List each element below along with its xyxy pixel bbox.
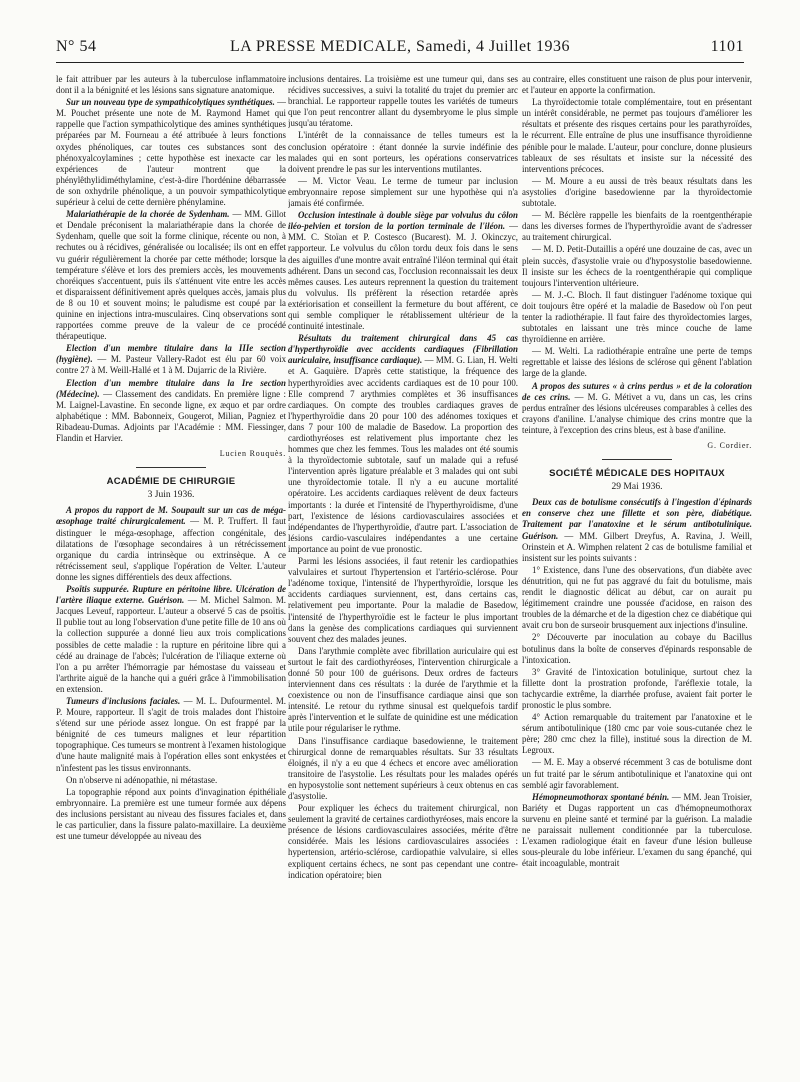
article-entry (56, 97, 286, 208)
article-entry (288, 333, 518, 555)
article-entry (522, 497, 752, 564)
signature: G. Cordier. (707, 441, 752, 450)
page-number: 1101 (710, 38, 744, 55)
article-text: — MM. G. Lian, H. Welti et A. Gaquière. D'après cette statistique, la fréquence des hyperthyroïdies avec accidents cardiaques est de 10 pour 100. Elle comprend 7 arythmies complètes et 36 insuffisances cardiaques. On compte des troubles cardiaques graves de l'hyperthyroïdie dans 20 pour 100 des adénomes toxiques et dans 7 pour 100 de maladie de Basedow. La proportion des cardiothyréoses est relativement plus importante chez les hommes que chez les femmes. Tous les malades ont été soumis à la thyroïdectomie subtotale, sauf un malade qui a refusé l'intervention après ligature préalable et 3 malades qui ont subi une thyroïdectomie totale. Il n'y a eu aucune mortalité opératoire. Les accidents cardiaques relèvent de deux facteurs importants : la durée et l'intensité de l'hyperthyroïdisme, d'une part, l'existence de lésions cardiovasculaires associées et indépendantes de l'hyperthyroïdie, d'autre part. L'association de lésions cardio-vasculaires indépendantes a une certaine importance au point de vue pronostic. (288, 355, 518, 554)
article-title: Deux cas de botulisme consécutifs à l'ingestion d'épinards en conserve chez une fillette et son père, diabétique. Traitement par l'anatoxine et le sérum antibotulinique. Guérison. (522, 497, 752, 541)
article-title: Election d'un membre titulaire dans la IIIe section (hygiène). (56, 343, 286, 365)
article-text: — MM. Jean Troisier, Bariéty et Dugas rapportent un cas d'hémopneumothorax survenu en pleine santé et terminé par la guérison. La maladie ne paraissait nullement conditionnée par la tuberculose. L'examen radiologique était en faveur d'une lésion bulleuse sous-pleurale du lobe inférieur. L'examen du sang épanché, qui était incoagulable, montrait (522, 791, 752, 869)
article-text: — Classement des candidats. En première ligne : M. Laignel-Lavastine. En seconde ligne, ex æquo et par ordre alphabétique : MM. Babonneix, Gougerot, Milian, Pagniez et Ribadeau-Dumas. Adjoints par l'Académie : MM. Fiessinger, Flandin et Harvier. (56, 388, 286, 443)
article-title: Psoïtis suppurée. Rupture en péritoine libre. Ulcération de l'artère iliaque externe. Guérison. (56, 584, 286, 606)
paragraph: Pour expliquer les échecs du traitement chirurgical, non seulement la gravité de certaines cardiothyréoses, mais encore la présence de lésions cardiovasculaires associées, mérite d'être considérée. Mais les lésions cardiovasculaires associées : hypertension, artério-sclérose, cardiopathie valvulaire, si elles expliquent certains échecs, ne sont pas cependant une contre-indication opératoire; bien (288, 803, 518, 880)
paragraph: Parmi les lésions associées, il faut retenir les cardiopathies valvulaires et surtout l'hypertension et l'artério-sclérose. Pour l'adénome toxique, l'intensité de l'hyperthyroïdie, lorsque les accidents cardiaques surviennent, est, dans certains cas, relativement peu importante. Pour la maladie de Basedow, l'intensité de l'hyperthyroïdie est le facteur le plus important dans la genèse des complications cardiaques qui surviennent souvent chez des malades jeunes. (288, 556, 518, 644)
article-title: Occlusion intestinale à double siège par volvulus du côlon iléo-pelvien et torsion de la portion terminale de l'iléon. (288, 210, 518, 232)
article-title: Hémopneumothorax spontané bénin. (532, 791, 670, 802)
article-text: — MM. Gilbert Dreyfus, A. Ravina, J. Weill, Orinstein et A. Wimphen relatent 2 cas de botulisme familial et insistent sur les points suivants : (522, 530, 752, 563)
article-title: Malariathérapie de la chorée de Sydenham. (66, 209, 230, 220)
section-divider (602, 459, 672, 460)
paragraph: 3° Gravité de l'intoxication botulinique, surtout chez la fillette dont la prostration profonde, l'aréflexie totale, la tachycardie extrême, la diarrhée profuse, avaient fait porter le pronostic le plus sombre. (522, 666, 752, 710)
article-text: — M. Pasteur Vallery-Radot est élu par 60 voix contre 27 à M. Weill-Hallé et 1 à M. Dujarric de la Rivière. (56, 354, 286, 376)
column-left (56, 74, 286, 1069)
paragraph: La topographie répond aux points d'invagination épithéliale embryonnaire. La première est une tumeur formée aux dépens des inclusions persistant au niveau des fissures faciales et, dans le cas particulier, dans la fissure palato-maxillaire. La deuxième est une tumeur développée au niveau des (56, 786, 286, 842)
article-title: Sur un nouveau type de sympathicolytiques synthétiques. (66, 97, 275, 108)
column-right (522, 74, 752, 1069)
signature: Lucien Rouquès. (219, 449, 286, 459)
running-header (56, 36, 744, 63)
article-text: — M. Pouchet présente une note de M. Raymond Hamet qui rappelle que l'action sympathicolytique des amines synthétiques préparées par M. Fourneau a été attribuée à leurs fonctions oxydes phénoliques, car toutes ces substances sont des phénoxyalcoylamines ; cette hypothèse est inexacte car les expériences de l'auteur montrent que la phénylêthylidiméthylamine, c'est-à-dire l'hordénine débarrassée de son oxhydrile phénolique, a un pouvoir sympathicolytique supérieur à celui de cette dernière phénylamine. (56, 97, 286, 208)
article-text: — M. G. Métivet a vu, dans un cas, les crins perdus entraîner des lésions ulcéreuses comparables à celles des crayons d'aniline. L'analyse chimique des crins montre que la teinture, à l'exception des crins bleus, est à base d'aniline. (522, 391, 752, 435)
article-text: — M. Michel Salmon. M. Jacques Leveuf, rapporteur. L'auteur a observé 5 cas de psoïtis. Il publie tout au long l'observation d'une petite fille de 10 ans où la collection suppurée a donné lieu aux trois complications possibles de cette maladie : la rupture en péritoine libre qui a cédé au drainage de l'abcès; l'ulcération de l'iliaque externe où l'on a pu arrêter l'hémorragie par hémostase du vaisseau et l'arthrite aiguë de la hanche qui a guéri grâce à l'immobilisation en extension. (56, 595, 286, 694)
article-title: A propos des sutures « à crins perdus » et de la coloration de ces crins. (522, 380, 752, 402)
paragraph: 1° Existence, dans l'une des observations, d'un diabète avec dénutrition, qui ne fut pas aggravé du fait du botulisme, mais rendit le diagnostic délicat au début, car on aurait pu légitimement craindre une poussée d'acidose, en raison des troubles de la démarche et de la digestion chez ce diabétique qui avait cru bon de surseoir brusquement aux injections d'insuline. (522, 564, 752, 631)
section-heading: ACADÉMIE DE CHIRURGIE (106, 476, 236, 488)
article-entry (56, 378, 286, 445)
paragraph: Dans l'arythmie complète avec fibrillation auriculaire qui est surtout le fait des cardiothyréoses, l'intervention chirurgicale a donné 50 pour 100 de guérisons. Deux ordres de facteurs interviennent dans ces résultats : la durée de l'arythmie et la coexistence ou non de l'insuffisance cardiaque ainsi que son intensité. Le retour du rythme sinusal est quelquefois tardif après l'intervention et le sulfate de quinidine est une médication utile pour régulariser le rythme. (288, 645, 518, 734)
paragraph: au contraire, elles constituent une raison de plus pour intervenir, et l'auteur en apporte la confirmation. (522, 74, 752, 96)
article-entry (56, 584, 286, 695)
article-entry (56, 343, 286, 376)
paragraph: — M. D. Petit-Dutaillis a opéré une douzaine de cas, avec un plein succès, d'asystolie vraie ou d'hyposystolie basedowienne. Il insiste sur les échecs de la roentgenthérapie qui complique toujours l'intervention ultérieure. (522, 244, 752, 288)
paragraph: 4° Action remarquable du traitement par l'anatoxine et le sérum antibotulinique (180 cmc par voie sous-cutanée chez le père; 280 cmc chez la fille), institué sous la direction de M. Legroux. (522, 712, 752, 756)
section-date: 3 Juin 1936. (147, 490, 195, 501)
paragraph: La thyroïdectomie totale complémentaire, tout en présentant un intérêt considérable, ne permet pas toujours d'améliorer les résultats et présente des risques certains pour les parathyroïdes, le récurrent. Elle entraîne de plus une insuffisance thyroïdienne pénible pour le malade. L'auteur, pour conclure, donne plusieurs tableaux de ses résultats et insiste sur la nécessité des interventions précoces. (522, 97, 752, 174)
article-title: Résultats du traitement chirurgical dans 45 cas d'hyperthyroïdie avec accidents cardiaques (Fibrillation auriculaire, insuffisance cardiaque). (288, 333, 518, 366)
article-entry (522, 792, 752, 870)
paragraph: Dans l'insuffisance cardiaque basedowienne, le traitement chirurgical donne de remarquables résultats. Sur 33 résultats éloignés, il n'y a eu que 4 échecs et encore avec amélioration transitoire de l'asystolie. Les résultats pour les malades opérés en hyposystolie sont nettement supérieurs à ceux obtenus en cas d'asystolie. (288, 735, 518, 801)
journal-title: LA PRESSE MEDICALE, Samedi, 4 Juillet 1936 (229, 38, 571, 55)
article-text: — MM. Gillot et Dendale préconisent la malariathérapie dans la chorée de Sydenham, quelle que soit la forme clinique, récente ou non, à rechutes ou à récidives, généralisée ou localisée; ils ont en effet vu guérir régulièrement la chorée par cette méthode; lorsque la température s'élève et lors des premiers accès, les mouvements choréiques s'accentuent, puis ils s'atténuent vite entre les accès et disparaissent définitivement après quelques accès, jamais plus de 8 ou 10 et souvent moins; le paludisme est coupé par la quinine en injections intra-musculaires. Cinq observations sont rapportées comme preuve de la valeur de ce procédé thérapeutique. (56, 209, 286, 342)
article-title: A propos du rapport de M. Soupault sur un cas de méga-œsophage traité chirurgicalement. (56, 505, 286, 527)
article-entry (56, 505, 286, 583)
paragraph: — M. Moure a eu aussi de très beaux résultats dans les asystolies d'origine basedowienne par la thyroïdectomie subtotale. (522, 175, 752, 209)
paragraph: — M. E. May a observé récemment 3 cas de botulisme dont un fut traité par le sérum antibotulinique et l'anatoxine qui ont semblé agir favorablement. (522, 757, 752, 790)
paragraph: L'intérêt de la connaissance de telles tumeurs est la conclusion opératoire : étant donnée la survie indéfinie des malades qui en sont porteurs, les opérations conservatrices doivent prendre le pas sur les interventions mutilantes. (288, 130, 518, 174)
paragraph: — M. Victor Veau. Le terme de tumeur par inclusion embryonnaire repose simplement sur une hypothèse qui n'a jamais été confirmée. (288, 175, 518, 209)
article-title: Tumeurs d'inclusions faciales. (66, 695, 181, 706)
paragraph: — M. J.-C. Bloch. Il faut distinguer l'adénome toxique qui doit toujours être opéré et la maladie de Basedow où l'on peut tenter la radiothérapie. Il faut faire des thyroïdectomies larges, subtotales en laissant une très mince couche de lame thyroïdienne en arrière. (522, 289, 752, 345)
article-text: — M. L. Dufourmentel. M. P. Moure, rapporteur. Il s'agit de trois malades dont l'histoire s'étend sur une période assez longue. On est frappé par la bénignité de ces tumeurs malignes et leur répartition topographique. Ces tumeurs se montrent à l'examen histologique d'une haute malignité mais à l'opération elles sont enkystées et n'infestent pas les tissus environnants. (56, 695, 286, 773)
article-entry (56, 209, 286, 342)
article-entry (56, 696, 286, 774)
article-text: — M. P. Truffert. Il faut distinguer le méga-œsophage, affection congénitale, des dilatations de l'œsophage secondaires à un rétrécissement organique du cardia intrinsèque ou extrinsèque. A ce rétrécissement seul, s'applique l'opération de Velter. L'auteur donne les signes différentiels des deux affections. (56, 516, 286, 582)
article-entry (288, 210, 518, 332)
article-title: Election d'un membre titulaire dans la Ire section (Médecine). (56, 377, 286, 399)
section-divider (136, 467, 206, 468)
section-date: 29 Mai 1936. (611, 482, 663, 493)
paragraph: — M. Welti. La radiothérapie entraîne une perte de temps regrettable et laisse des lésions de sclérose qui gênent l'ablation large de la glande. (522, 346, 752, 379)
article-entry (522, 381, 752, 436)
paragraph: inclusions dentaires. La troisième est une tumeur qui, dans ses récidives successives, a suivi la totalité du trajet du premier arc branchial. Le rapporteur rappelle toutes les variétés de tumeurs que l'on peut rencontrer allant du dysembryome le plus simple jusqu'au tératome. (288, 74, 518, 129)
article-text: — MM. C. Stoïan et P. Costesco (Bucarest). M. J. Okinczyc, rapporteur. Le volvulus du côlon tordu deux fois dans le sens des aiguilles d'une montre avait entraîné l'iléon terminal qui était adhérent. Dans un second cas, l'occlusion reconnaissait les deux mêmes causes. Les auteurs reprennent la question du traitement du volvulus. Ils préfèrent la résection retardée après extériorisation et conseillent la fermeture du bout afférent, ce qui semble compliquer le rétablissement ultérieur de la continuité intestinale. (288, 221, 518, 332)
paragraph: le fait attribuer par les auteurs à la tuberculose inflammatoire dont il a la bénignité et les lésions sans signature anatomique. (56, 74, 286, 96)
section-heading: SOCIÉTÉ MÉDICALE DES HOPITAUX (549, 468, 725, 480)
paragraph: — M. Béclère rappelle les bienfaits de la roentgenthérapie dans les diverses formes de l'hyperthyroïdie avant de s'adresser au traitement chirurgical. (522, 210, 752, 243)
column-middle (288, 74, 518, 1069)
paragraph: On n'observe ni adénopathie, ni métastase. (66, 774, 218, 785)
paragraph: 2° Découverte par inoculation au cobaye du Bacillus botulinus dans la boîte de conserves d'épinards responsable de l'intoxication. (522, 632, 752, 665)
issue-number: N° 54 (56, 38, 97, 55)
